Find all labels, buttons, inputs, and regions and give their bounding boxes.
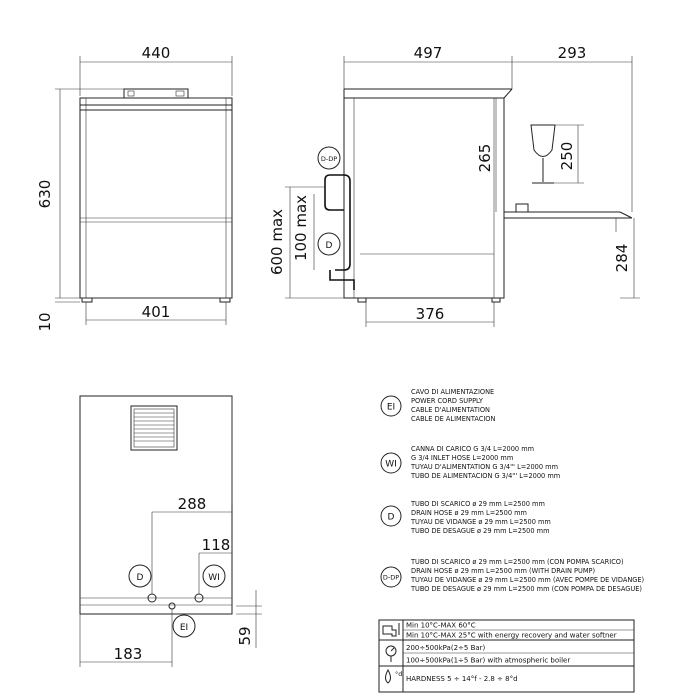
legend-code: EI [386, 402, 396, 413]
legend-item-wi [381, 445, 560, 480]
front-inner-width-dim: 401 [141, 303, 171, 321]
legend-line: POWER CORD SUPPLY [411, 397, 483, 405]
rear-view [80, 396, 262, 667]
side-ddp-label: D-DP [320, 155, 338, 163]
rear-ei-offset-dim: 183 [113, 645, 143, 663]
spec-pressure-1: 200÷500kPa(2÷5 Bar) [406, 644, 486, 652]
legend-code: D [387, 512, 395, 523]
legend-line: CANNA DI CARICO G 3/4 L=2000 mm [411, 445, 535, 453]
legend [381, 388, 644, 593]
front-height-dim: 630 [36, 179, 54, 209]
side-drain-max-dim: 600 max [268, 208, 286, 276]
front-width-dim: 440 [141, 44, 171, 62]
pressure-gauge-icon [386, 646, 396, 662]
side-table-height-dim: 284 [613, 243, 631, 273]
legend-line: TUBO DI SCARICO ø 29 mm L=2500 mm [411, 500, 545, 508]
faucet-thermometer-icon [383, 623, 399, 636]
legend-line: DRAIN HOSE ø 29 mm L=2500 mm (WITH DRAIN PUMP) [411, 567, 596, 575]
rear-d-offset-dim: 288 [177, 495, 207, 513]
water-drop-icon [386, 670, 403, 683]
spec-hardness: HARDNESS 5 ÷ 14°f - 2.8 ÷ 8°d [406, 675, 518, 683]
legend-line: TUBO DI SCARICO ø 29 mm L=2500 mm (CON POMPA SCARICO) [411, 558, 624, 566]
svg-text:°d: °d [395, 670, 403, 678]
legend-code: WI [385, 459, 397, 470]
legend-code: D-DP [382, 573, 400, 582]
legend-line: TUBO DE ALIMENTACION G 3/4"' L=2000 mm [411, 472, 561, 480]
spec-table [379, 620, 634, 692]
side-view [268, 44, 640, 327]
side-rack-height-dim: 265 [476, 143, 494, 173]
rear-wi-offset-dim: 118 [201, 536, 231, 554]
legend-line: CABLE DE ALIMENTACION [411, 415, 496, 423]
front-view [36, 44, 232, 332]
legend-line: TUBO DE DESAGUE ø 29 mm L=2500 mm (CON POMPA DE DESAGUE) [411, 585, 642, 593]
side-inner-depth-dim: 376 [415, 305, 445, 323]
legend-line: G 3/4 INLET HOSE L=2000 mm [411, 454, 514, 462]
rear-d-label: D [136, 573, 144, 583]
legend-item-d [381, 500, 551, 535]
legend-line: TUYAU DE VIDANGE ø 29 mm L=2500 mm [411, 518, 551, 526]
legend-line: CABLE D'ALIMENTATION [411, 406, 490, 414]
spec-pressure-2: 100÷500kPa(1÷5 Bar) with atmospheric boiler [406, 656, 571, 665]
side-door-open-dim: 293 [557, 44, 587, 62]
legend-item-ddp [381, 558, 644, 593]
spec-temp-2: Min 10°C-MAX 25°C with energy recovery and water softner [406, 631, 617, 640]
legend-line: TUYAU DE VIDANGE ø 29 mm L=2500 mm (AVEC POMPE DE VIDANGE) [411, 576, 645, 584]
front-feet-dim: 10 [36, 312, 54, 332]
rear-ei-height-dim: 59 [236, 626, 254, 646]
side-depth-dim: 497 [413, 44, 443, 62]
side-d-label: D [325, 241, 333, 251]
legend-line: TUYAU D'ALIMENTATION G 3/4"' L=2000 mm [411, 463, 558, 471]
legend-line: CAVO DI ALIMENTAZIONE [411, 388, 495, 396]
rear-wi-label: WI [208, 573, 220, 583]
spec-temp-1: Min 10°C-MAX 60°C [406, 621, 476, 630]
legend-line: DRAIN HOSE ø 29 mm L=2500 mm [411, 509, 527, 517]
side-glass-height-dim: 250 [558, 141, 576, 171]
rear-ei-label: EI [179, 623, 189, 633]
side-drain-min-dim: 100 max [292, 194, 310, 262]
legend-line: TUBO DE DESAGUE ø 29 mm L=2500 mm [411, 527, 550, 535]
legend-item-ei [381, 388, 495, 423]
